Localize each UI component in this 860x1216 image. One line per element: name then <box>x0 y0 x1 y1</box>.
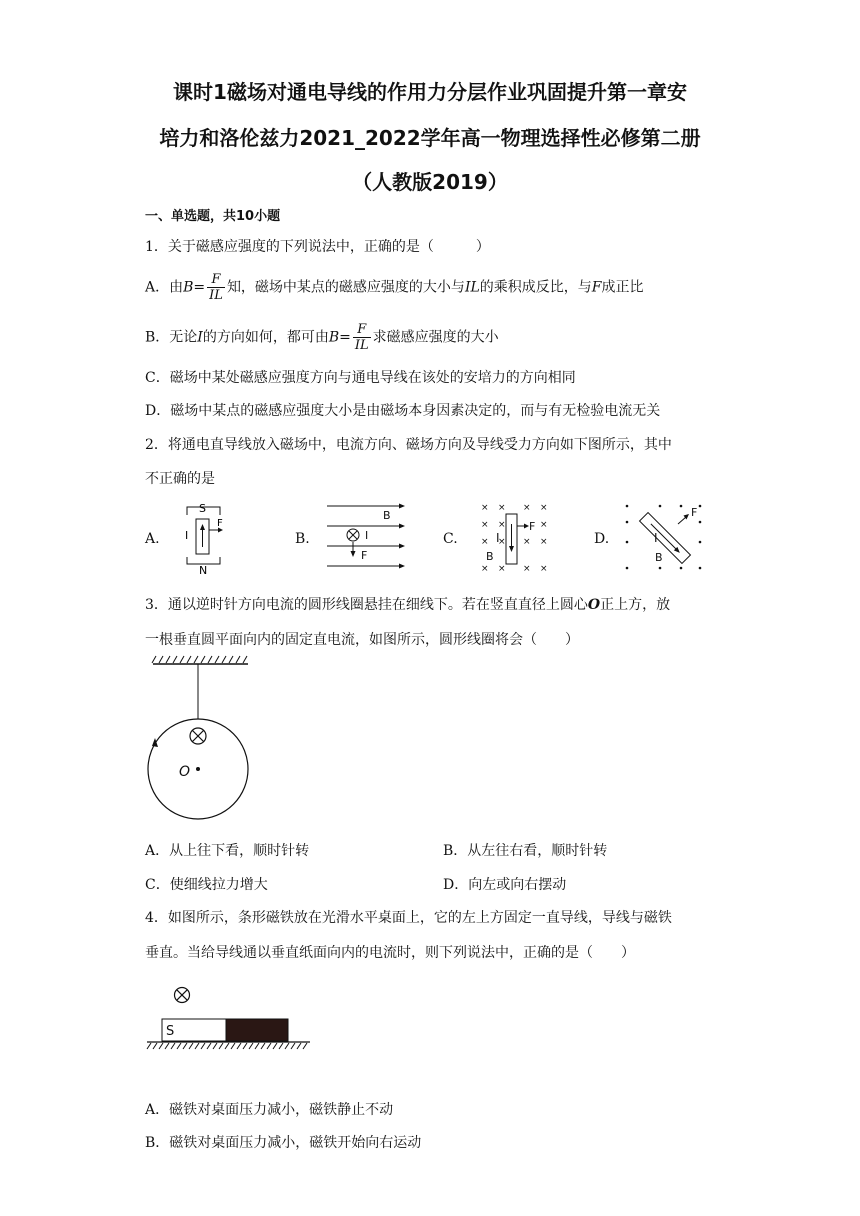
svg-text:×: × <box>523 564 531 574</box>
doc-title-line-2: 培力和洛伦兹力2021_2022学年高一物理选择性必修第二册 <box>159 126 701 150</box>
doc-title-line-3: （人教版2019） <box>352 170 508 194</box>
svg-text:F: F <box>691 506 698 519</box>
q2-figure-d <box>620 500 710 575</box>
svg-text:×: × <box>540 564 548 574</box>
q2-label-d: D. <box>594 531 610 547</box>
q3-option-c: C．使细线拉力增大 <box>145 877 268 893</box>
q1-option-d: D．磁场中某点的磁感应强度大小是由磁场本身因素决定的，而与有无检验电流无关 <box>145 403 661 419</box>
q3-stem-line-2: 一根垂直圆平面向内的固定直电流，如图所示，圆形线圈将会（ ） <box>145 632 579 648</box>
doc-title-line-1: 课时1磁场对通电导线的作用力分层作业巩固提升第一章安 <box>173 80 687 104</box>
svg-text:N: N <box>199 564 208 577</box>
svg-text:×: × <box>481 503 489 513</box>
svg-text:×: × <box>498 503 506 513</box>
svg-text:×: × <box>481 537 489 547</box>
section-heading: 一、单选题，共10小题 <box>145 209 281 224</box>
svg-text:×: × <box>540 503 548 513</box>
svg-text:B: B <box>383 509 391 522</box>
svg-text:F: F <box>217 518 223 529</box>
q3-option-d: D．向左或向右摆动 <box>443 877 567 893</box>
svg-text:I: I <box>496 531 500 545</box>
q2-stem-line-1: 2．将通电直导线放入磁场中，电流方向、磁场方向及导线受力方向如下图所示，其中 <box>145 437 672 453</box>
svg-text:×: × <box>481 564 489 574</box>
q4-stem-line-1: 4．如图所示，条形磁铁放在光滑水平桌面上，它的左上方固定一直导线，导线与磁铁 <box>145 910 672 926</box>
svg-text:I: I <box>365 529 369 542</box>
q1-option-a: A．由B= $\frac{F}{IL}$ 知，磁场中某点的磁感应强度的大小与IL的乘积成反比，与F成正比 <box>145 272 644 303</box>
q3-option-a: A．从上往下看，顺时针转 <box>145 843 310 859</box>
q4-figure-magnet <box>145 980 315 1055</box>
q1-option-c: C．磁场中某处磁感应强度方向与通电导线在该处的安培力的方向相同 <box>145 370 576 386</box>
formula-fraction: $\frac{F}{IL}$ <box>209 272 223 303</box>
q3-stem-line-1: 3．通以逆时针方向电流的圆形线圈悬挂在细线下。若在竖直直径上圆心O正上方，放 <box>145 597 671 613</box>
q2-label-c: C. <box>443 531 458 547</box>
svg-text:B: B <box>655 551 663 564</box>
q2-stem-line-2: 不正确的是 <box>145 471 215 487</box>
q2-figure-b <box>325 502 410 572</box>
q2-figure-c <box>478 500 550 575</box>
svg-text:×: × <box>498 564 506 574</box>
q4-stem-line-2: 垂直。当给导线通以垂直纸面向内的电流时，则下列说法中，正确的是（ ） <box>145 945 635 961</box>
q3-figure-coil <box>148 655 258 825</box>
svg-text:S: S <box>199 502 206 515</box>
svg-text:×: × <box>540 537 548 547</box>
q2-label-a: A. <box>145 531 160 547</box>
svg-text:F: F <box>361 549 368 562</box>
q1-stem: 1．关于磁感应强度的下列说法中，正确的是（ ） <box>145 239 490 255</box>
svg-text:I: I <box>185 529 189 542</box>
svg-text:O: O <box>179 764 191 780</box>
q4-option-a: A．磁铁对桌面压力减小，磁铁静止不动 <box>145 1102 394 1118</box>
svg-text:×: × <box>523 503 531 513</box>
q3-option-b: B．从左往右看，顺时针转 <box>443 843 608 859</box>
svg-text:×: × <box>498 520 506 530</box>
svg-text:S: S <box>166 1024 175 1039</box>
q2-figure-a <box>175 497 235 577</box>
svg-text:×: × <box>540 520 548 530</box>
svg-text:F: F <box>529 520 536 533</box>
q1-option-b: B．无论I的方向如何，都可由B= $\frac{F}{IL}$ 求磁感应强度的大小 <box>145 322 499 353</box>
svg-text:×: × <box>523 537 531 547</box>
formula-fraction: $\frac{F}{IL}$ <box>354 322 369 353</box>
svg-text:I: I <box>654 531 658 545</box>
q2-label-b: B. <box>295 531 310 547</box>
svg-text:×: × <box>498 537 506 547</box>
svg-text:B: B <box>486 550 494 563</box>
svg-text:×: × <box>481 520 489 530</box>
q4-option-b: B．磁铁对桌面压力减小，磁铁开始向右运动 <box>145 1135 422 1151</box>
